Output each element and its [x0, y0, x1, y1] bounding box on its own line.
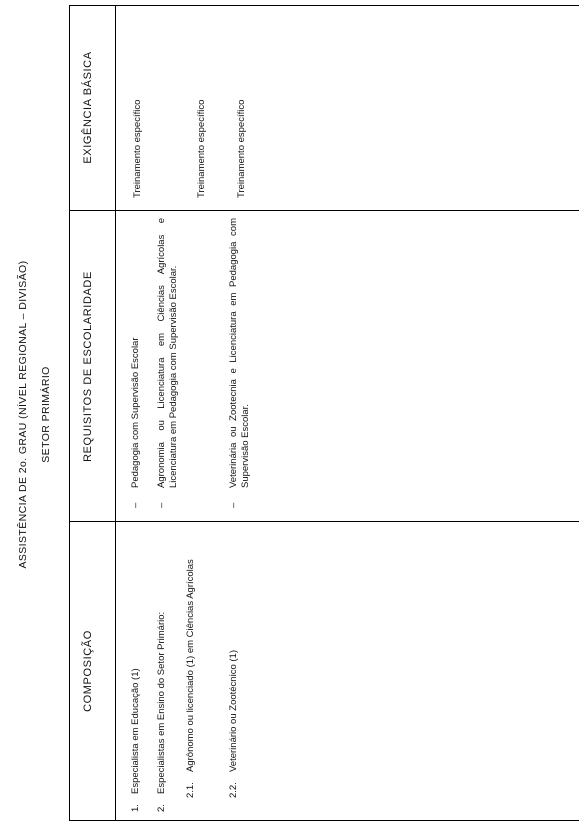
header-composicao: COMPOSIÇÃO	[82, 630, 94, 712]
exigencia-item-1: Treinamento específico	[132, 99, 143, 198]
item-text: Veterinário ou Zootécnico (1)	[228, 650, 239, 772]
page-subtitle: SETOR PRIMÁRIO	[40, 366, 52, 463]
dash-marker: –	[228, 502, 239, 508]
header-requisitos: REQUISITOS DE ESCOLARIDADE	[82, 271, 94, 462]
item-text: Especialistas em Ensino do Setor Primário:	[156, 611, 167, 794]
exigencia-item-2: Treinamento específico	[196, 99, 207, 198]
header-exigencia: EXIGÊNCIA BÁSICA	[82, 51, 94, 164]
column-divider	[70, 521, 579, 522]
requisito-text: Agronomia ou Licenciatura em Ciências Agrícolas e Licenciatura em Pedagogia com Supervisão Escolar.	[156, 218, 179, 488]
dash-marker: –	[156, 502, 167, 508]
page-title: ASSISTÊNCIA DE 2o. GRAU (NÍVEL REGIONAL – DIVISÃO)	[17, 260, 29, 569]
header-divider	[115, 6, 116, 820]
item-number: 2.1.	[185, 782, 196, 798]
composition-table	[69, 5, 579, 821]
item-text: Especialista em Educação (1)	[130, 668, 141, 794]
dash-marker: –	[130, 502, 141, 508]
item-number: 1.	[130, 804, 141, 812]
item-number: 2.2.	[228, 782, 239, 798]
item-number: 2.	[156, 804, 167, 812]
column-divider	[70, 210, 579, 211]
requisito-text: Pedagogia com Supervisão Escolar	[130, 337, 141, 488]
item-text: Agrônomo ou licenciado (1) em Ciências Agrícolas	[185, 559, 196, 772]
requisito-text: Veterinária ou Zootecnia e Licenciatura em Pedagogia com Supervisão Escolar.	[228, 218, 251, 488]
exigencia-item-3: Treinamento específico	[236, 99, 247, 198]
